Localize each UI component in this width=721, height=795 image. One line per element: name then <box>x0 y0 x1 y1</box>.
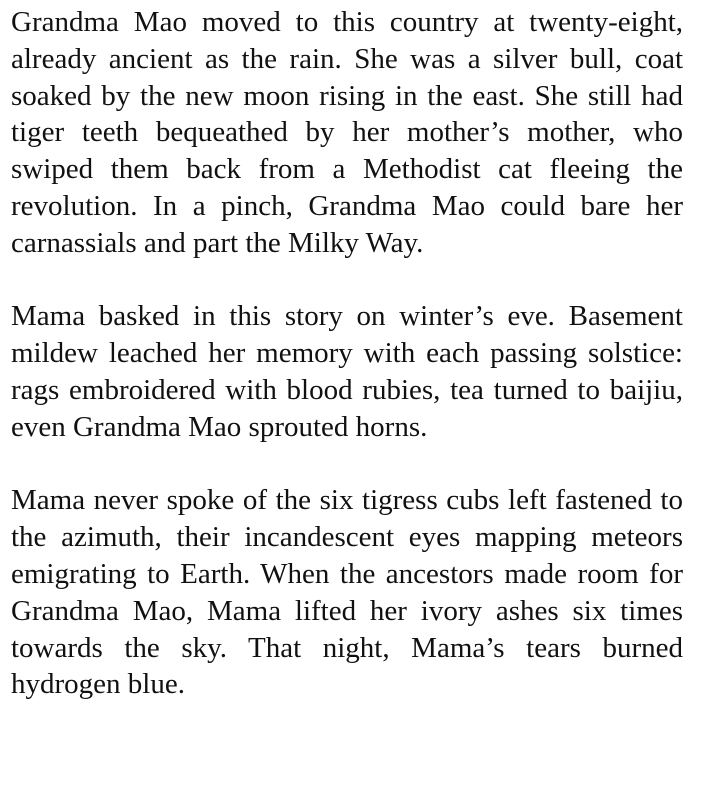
paragraph-2: Mama basked in this story on winter’s eve. Basement mildew leached her memory with each passing solstice: rags embroidered with blood rubies, tea turned to baijiu, even Grandma Mao sprouted horns. <box>11 300 683 443</box>
paragraph-1: Grandma Mao moved to this country at twenty-eight, already ancient as the rain. She was a silver bull, coat soaked by the new moon rising in the east. She still had tiger teeth bequeathed by her mother’s mother, who swiped them back from a Methodist cat fleeing the revolution. In a pinch, Grandma Mao could bare her carnassials and part the Milky Way. <box>11 6 683 259</box>
paragraph-3: Mama never spoke of the six tigress cubs left fastened to the azimuth, their incandescent eyes mapping meteors emigrating to Earth. When the ancestors made room for Grandma Mao, Mama lifted her ivory ashes six times towards the sky. That night, Mama’s tears burned hydrogen blue. <box>11 484 683 701</box>
